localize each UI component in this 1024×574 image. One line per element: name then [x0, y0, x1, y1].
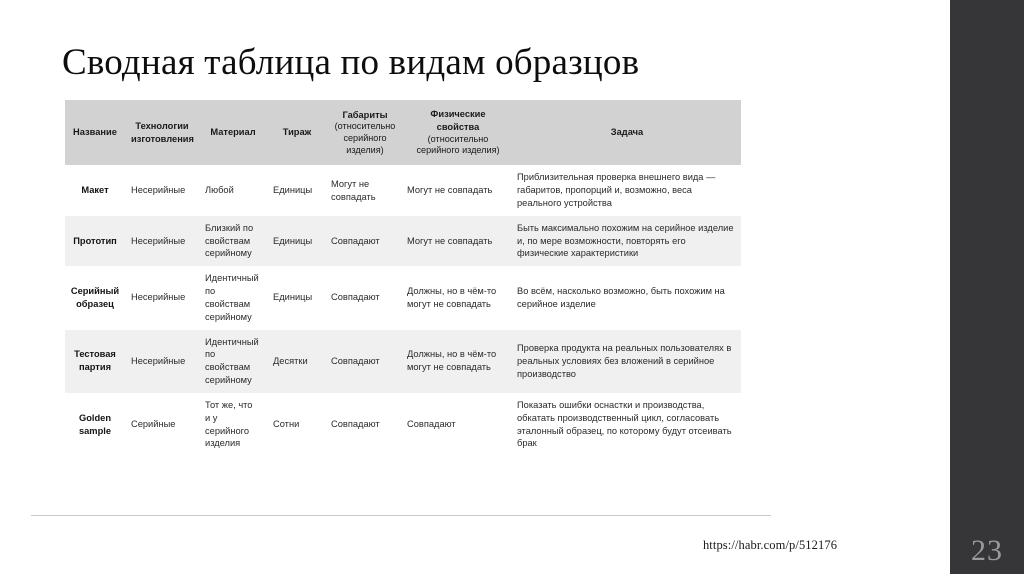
footer-divider: [31, 515, 771, 516]
cell-gabarity: Совпадают: [331, 292, 380, 303]
cell-material: Любой: [205, 185, 234, 196]
cell-task: Быть максимально похожим на серийное изделие и, по мере возможности, повторять его физические характеристики: [513, 216, 741, 266]
cell-material: Идентичный по свойствам серийному: [199, 330, 267, 393]
cell-tirazh: Единицы: [273, 292, 313, 303]
page-title: Сводная таблица по видам образцов: [62, 41, 640, 83]
cell-technology: Серийные: [131, 419, 176, 430]
column-header-physical-title: Физические свойства: [430, 109, 486, 132]
cell-tirazh: Единицы: [273, 185, 313, 196]
table-row: [65, 393, 741, 456]
cell-physical: Могут не совпадать: [403, 216, 513, 266]
cell-task: Показать ошибки оснастки и производства, обкатать производственный цикл, согласовать эталонный образец, по которому будут отсеивать брак: [517, 399, 732, 449]
column-header-technology-line1: Технологии: [135, 120, 189, 131]
cell-physical: Должны, но в чём-то могут не совпадать: [407, 286, 497, 309]
table-header-row: [65, 100, 741, 165]
column-header-technology: [125, 100, 199, 165]
column-header-name: Название: [65, 100, 125, 165]
table-row: [65, 216, 741, 266]
source-url: https://habr.com/p/512176: [702, 538, 838, 552]
cell-name: Макет: [81, 185, 109, 196]
cell-technology: Несерийные: [125, 330, 199, 393]
column-header-gabarity: [327, 100, 403, 165]
cell-technology: Несерийные: [131, 185, 186, 196]
cell-technology: Несерийные: [125, 216, 199, 266]
cell-gabarity: Могут не совпадать: [331, 178, 376, 202]
column-header-technology-line2: изготовления: [131, 133, 194, 144]
column-header-gabarity-title: Габариты: [342, 109, 388, 120]
column-header-task: Задача: [513, 100, 741, 165]
column-header-gabarity-subtitle: (относительно серийного изделия): [334, 121, 396, 155]
cell-tirazh: Сотни: [273, 419, 300, 430]
cell-tirazh: Десятки: [267, 330, 327, 393]
cell-task: Во всём, насколько возможно, быть похожим на серийное изделие: [517, 286, 725, 309]
cell-name: Серийный образец: [70, 286, 120, 309]
cell-technology: Несерийные: [131, 292, 186, 303]
cell-gabarity: Совпадают: [327, 216, 403, 266]
cell-tirazh: Единицы: [267, 216, 327, 266]
summary-table-container: [65, 100, 741, 456]
column-header-physical-subtitle: (относительно серийного изделия): [416, 133, 500, 156]
cell-material: Тот же, что и у серийного изделия: [205, 399, 253, 449]
cell-physical: Совпадают: [407, 419, 456, 430]
cell-gabarity: Совпадают: [331, 419, 380, 430]
table-row: [65, 330, 741, 393]
column-header-tirazh: Тираж: [267, 100, 327, 165]
cell-task: Проверка продукта на реальных пользователях в реальных условиях без вложений в серийное производство: [513, 330, 741, 393]
page-number: 23: [971, 534, 1003, 567]
column-header-material: Материал: [199, 100, 267, 165]
cell-task: Приблизительная проверка внешнего вида — габаритов, пропорций и, возможно, веса реального устройства: [517, 172, 716, 208]
summary-table: [65, 100, 741, 456]
table-row: [65, 165, 741, 215]
right-accent-bar: [950, 0, 1024, 574]
table-row: [65, 266, 741, 329]
cell-material: Идентичный по свойствам серийному: [205, 273, 259, 322]
cell-name: Тестовая партия: [65, 330, 125, 393]
cell-gabarity: Совпадают: [327, 330, 403, 393]
cell-physical: Должны, но в чём-то могут не совпадать: [403, 330, 513, 393]
table-header: [65, 100, 741, 165]
cell-name: Golden sample: [78, 412, 112, 436]
cell-material: Близкий по свойствам серийному: [199, 216, 267, 266]
column-header-physical: [403, 100, 513, 165]
cell-physical: Могут не совпадать: [407, 185, 493, 196]
cell-name: Прототип: [65, 216, 125, 266]
table-body: [65, 165, 741, 456]
